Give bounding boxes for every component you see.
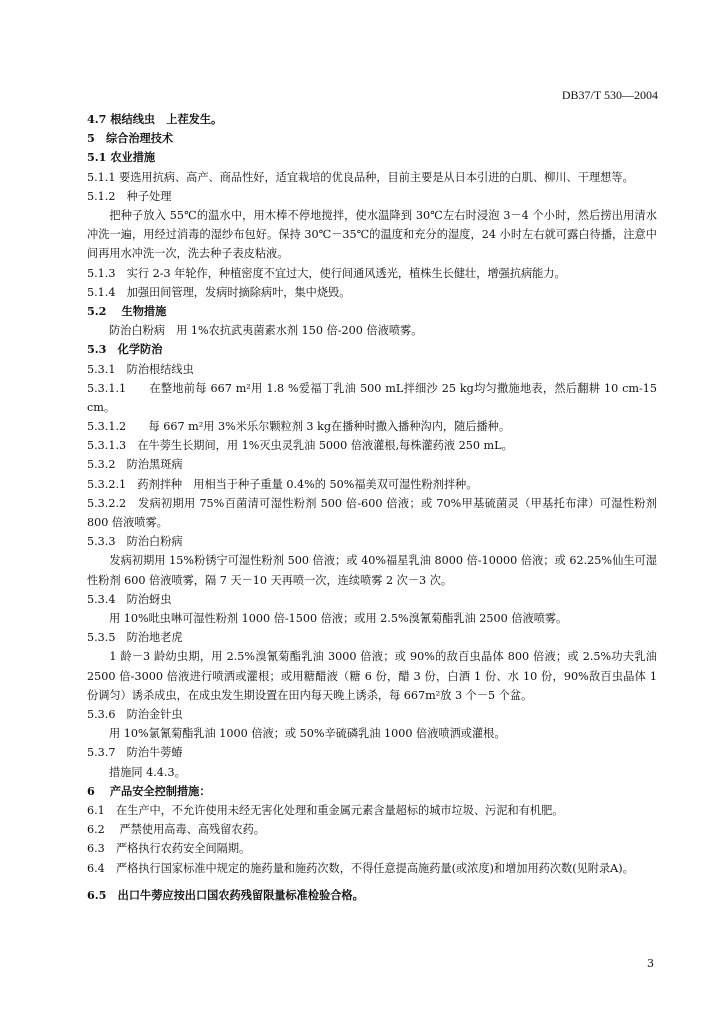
text-line: 1 龄－3 龄幼虫期，用 2.5%溴氰菊酯乳油 3000 倍液；或 90%的敌百虫晶体 800 倍液；或 2.5%功夫乳油 2500 倍-3000 倍液进行喷洒或灌根；或用糖醋液（糖 6 份，醋 3 份，白酒 1 份、水 10 份，90%敌百虫晶体 1 份调匀）诱杀成虫，在成虫发生期设置在田内每天晚上诱杀，每 667m²放 3 个－5 个盆。	[87, 650, 657, 702]
text-line: 5.3.1.1 在整地前每 667 m²用 1.8 %爱福丁乳油 500 mL拌细沙 25 kg均匀撒施地表，然后翻耕 10 cm-15 cm。	[87, 381, 657, 414]
text-line: 5.3.2 防治黑斑病	[87, 458, 183, 472]
text-line: 5.3.5 防治地老虎	[87, 631, 183, 645]
text-line: 5.1.4 加强田间管理，发病时摘除病叶，集中烧毁。	[87, 285, 351, 299]
text-line: 用 10%吡虫啉可湿性粉剂 1000 倍-1500 倍液；或用 2.5%溴氰菊酯乳油 2500 倍液喷雾。	[109, 612, 568, 626]
text-line: 5.1.1 要选用抗病、高产、商品性好，适宜栽培的优良品种，目前主要是从日本引进的白肌、柳川、干理想等。	[87, 170, 634, 184]
text-line: 防治白粉病 用 1%农抗武夷菌素水剂 150 倍-200 倍液喷雾。	[109, 324, 423, 338]
text-line: 5.3.1 防治根结线虫	[87, 362, 194, 376]
text-line: 5.3.1.3 在牛蒡生长期间，用 1%灭虫灵乳油 5000 倍液灌根,每株灌药液 250 mL。	[87, 439, 513, 453]
section-heading: 6.5 出口牛蒡应按出口国农药残留限量标准检验合格。	[87, 887, 364, 902]
text-line: 5.1.2 种子处理	[87, 189, 172, 203]
text-line: 5.3.2.1 药剂拌种 用相当于种子重量 0.4%的 50%福美双可湿性粉剂拌种。	[87, 477, 478, 491]
text-line: 5.3.4 防治蚜虫	[87, 592, 172, 606]
section-heading: 5 综合治理技术	[87, 131, 174, 146]
section-heading: 5.3 化学防治	[87, 342, 163, 357]
text-line: 措施同 4.4.3。	[109, 765, 186, 779]
text-line: 5.3.7 防治牛蒡蝽	[87, 746, 183, 760]
text-line: 6.1 在生产中，不允许使用未经无害化处理和重金属元素含量超标的城市垃圾、污泥和有机肥。	[87, 803, 564, 817]
text-line: 5.3.6 防治金针虫	[87, 708, 183, 722]
text-line: 用 10%氯氰菊酯乳油 1000 倍液；或 50%辛硫磷乳油 1000 倍液喷洒或灌根。	[109, 727, 506, 741]
text-line: 5.3.3 防治白粉病	[87, 535, 183, 549]
text-line: 6.3 严格执行农药安全间隔期。	[87, 842, 251, 856]
section-heading: 5.2 生物措施	[87, 303, 167, 318]
section-heading: 4.7 根结线虫 上茬发生。	[87, 112, 223, 126]
text-line: 5.1.3 实行 2-3 年轮作，种植密度不宜过大，使行间通风透光，植株生长健壮，增强抗病能力。	[87, 266, 566, 280]
section-heading: 6 产品安全控制措施：	[87, 783, 211, 798]
spacer	[87, 878, 657, 886]
text-line: 5.3.2.2 发病初期用 75%百菌清可湿性粉剂 500 倍-600 倍液；或 70%甲基硫菌灵（甲基托布津）可湿性粉剂 800 倍液喷雾。	[87, 496, 657, 530]
text-line: 发病初期用 15%粉锈宁可湿性粉剂 500 倍液；或 40%福星乳油 8000 倍-10000 倍液；或 62.25%仙生可湿性粉剂 600 倍液喷雾，隔 7 天－10 天再喷一次，连续喷雾 2 次－3 次。	[87, 554, 657, 587]
text-line: 6.4 严格执行国家标准中规定的施药量和施药次数，不得任意提高施药量(或浓度)和增加用药次数(见附录A)。	[87, 861, 634, 875]
text-line: 把种子放入 55℃的温水中，用木棒不停地搅拌，使水温降到 30℃左右时浸泡 3－4 个小时，然后捞出用清水冲洗一遍，用经过消毒的湿纱布包好。保持 30℃－35℃的温度和充分的湿度，24 小时左右就可露白待播，注意中间再用水冲洗一次，洗去种子表皮粘液。	[87, 208, 657, 261]
section-heading: 5.1 农业措施	[87, 150, 156, 165]
text-line: 6.2 严禁使用高毒、高残留农药。	[87, 823, 265, 837]
doc-code-header: DB37/T 530—2004	[561, 88, 658, 102]
page-number: 3	[647, 957, 654, 970]
document-body	[87, 110, 657, 905]
text-line: 5.3.1.2 每 667 m²用 3%米乐尔颗粒剂 3 kg在播种时撒入播种沟内，随后播种。	[87, 420, 511, 434]
